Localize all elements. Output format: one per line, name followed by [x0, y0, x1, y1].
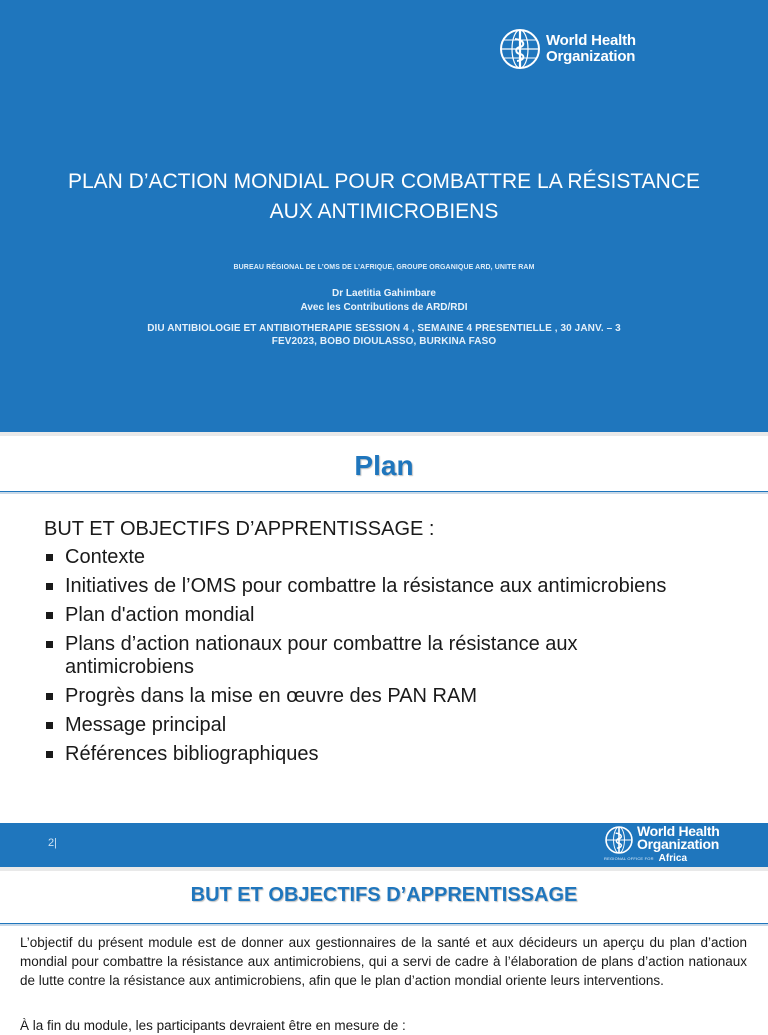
list-item — [44, 743, 684, 766]
bullet-square-icon — [46, 554, 53, 561]
logo-line2: Organization — [546, 48, 636, 65]
who-afro-logo — [604, 825, 719, 855]
plan-list — [44, 546, 684, 772]
list-item — [44, 685, 684, 708]
who-logo — [498, 27, 636, 71]
list-item-text: Plan d'action mondial — [65, 604, 255, 626]
bullet-square-icon — [46, 641, 53, 648]
plan-title: Plan — [354, 450, 414, 481]
who-emblem-icon — [604, 825, 634, 855]
page-number: 2| — [48, 837, 57, 849]
plan-slide — [0, 436, 768, 864]
objectives-slide — [0, 871, 768, 1033]
list-item-text: Initiatives de l’OMS pour combattre la résistance aux antimicrobiens — [65, 575, 667, 597]
title-slide — [0, 0, 768, 432]
objectives-paragraph: L’objectif du présent module est de donner aux gestionnaires de la santé et aux décideurs un aperçu du plan d’action mondial pour combattre la résistance aux antimicrobiens, qui a servi de cadre à l’élaboration de plans d’action nationaux de lutte contre la résistance aux antimicrobiens, afin que le plan d’action mondial oriente leurs interventions. — [20, 935, 747, 988]
logo-line1: World Health — [546, 32, 636, 49]
list-item-text: Message principal — [65, 714, 227, 736]
slide-footer — [0, 823, 768, 867]
slide-title — [40, 167, 728, 227]
regional-office-label: REGIONAL OFFICE FOR — [604, 856, 654, 861]
list-item — [44, 714, 684, 737]
author-block — [60, 287, 708, 315]
title-line2: AUX ANTIMICROBIENS — [269, 200, 499, 223]
bullet-square-icon — [46, 751, 53, 758]
plan-heading: BUT ET OBJECTIFS D’APPRENTISSAGE : — [44, 518, 435, 540]
course-info — [110, 322, 658, 348]
who-emblem-icon — [498, 27, 542, 71]
author-name: Dr Laetitia Gahimbare — [332, 288, 436, 299]
bullet-square-icon — [46, 693, 53, 700]
course-line2: FEV2023, BOBO DIOULASSO, BURKINA FASO — [271, 336, 497, 347]
regional-office — [604, 853, 687, 864]
author-contributions: Avec les Contributions de ARD/RDI — [300, 302, 468, 313]
region-name: Africa — [658, 853, 688, 864]
objectives-title: BUT ET OBJECTIFS D’APPRENTISSAGE — [190, 884, 578, 906]
bullet-square-icon — [46, 583, 53, 590]
list-item-text: Progrès dans la mise en œuvre des PAN RAM — [65, 685, 478, 707]
bullet-square-icon — [46, 612, 53, 619]
list-item-text: Références bibliographiques — [65, 743, 319, 765]
list-item — [44, 633, 684, 679]
list-item-text: Contexte — [65, 546, 146, 568]
bullet-square-icon — [46, 722, 53, 729]
objectives-intro: À la fin du module, les participants devraient être en mesure de : — [20, 1018, 406, 1033]
title-rule-shadow — [0, 924, 768, 926]
title-rule-shadow — [0, 492, 768, 494]
logo-line1: World Health — [637, 823, 720, 839]
list-item — [44, 575, 684, 598]
logo-line2: Organization — [637, 836, 719, 852]
list-item — [44, 546, 684, 569]
course-line1: DIU ANTIBIOLOGIE ET ANTIBIOTHERAPIE SESSION 4 , SEMAINE 4 PRESENTIELLE , 30 JANV. – 3 — [147, 323, 621, 334]
slide-subtitle: BUREAU RÉGIONAL DE L’OMS DE L’AFRIQUE, GROUPE ORGANIQUE ARD, UNITE RAM — [233, 264, 535, 271]
list-item-text: Plans d’action nationaux pour combattre la résistance aux antimicrobiens — [65, 633, 578, 678]
list-item — [44, 604, 684, 627]
title-line1: PLAN D’ACTION MONDIAL POUR COMBATTRE LA RÉSISTANCE — [67, 170, 701, 193]
